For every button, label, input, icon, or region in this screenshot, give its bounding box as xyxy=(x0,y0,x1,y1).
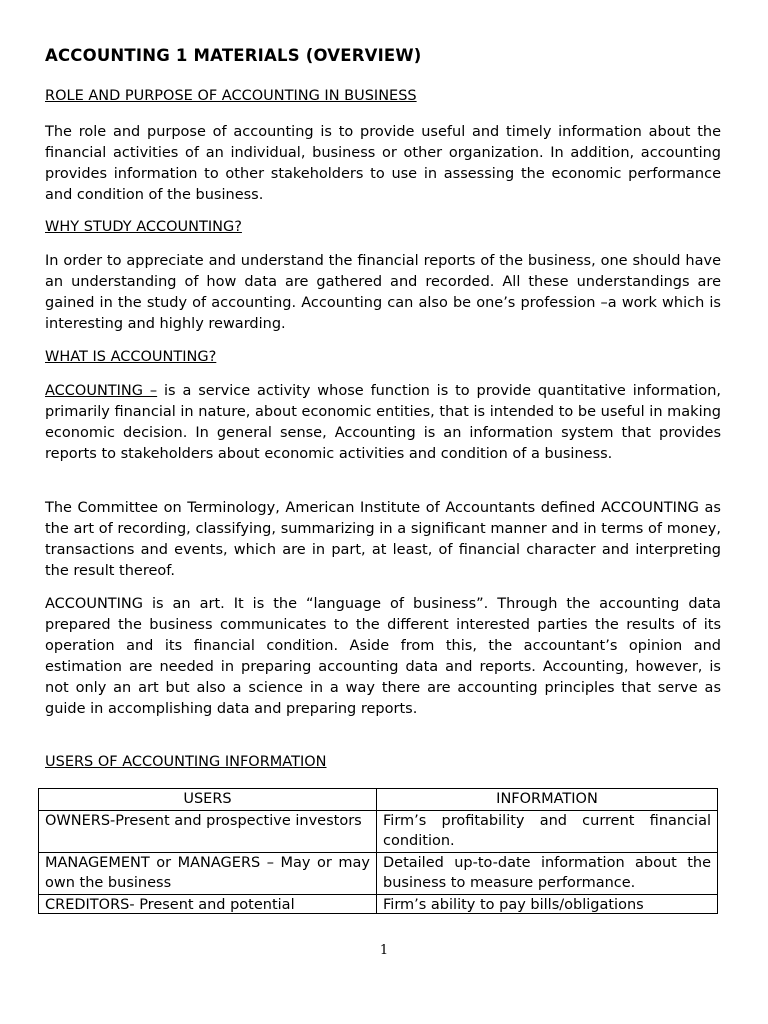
table-row xyxy=(39,894,718,913)
table-cell-information: Firm’s profitability and current financial condition. xyxy=(377,810,718,852)
table-cell-information-text: Firm’s ability to pay bills/obligations xyxy=(383,896,644,913)
table-header-users: USERS xyxy=(39,789,377,811)
paragraph-role: The role and purpose of accounting is to provide useful and timely information about the financial activities of an individual, business or other organization. In addition, accounting provides information to other stakeholders to use in assessing the economic performance and condition of the business. xyxy=(45,124,721,203)
accounting-term: ACCOUNTING – xyxy=(45,383,158,399)
section-heading-why: WHY STUDY ACCOUNTING? xyxy=(45,219,242,235)
table-cell-user: MANAGEMENT or MANAGERS – May or may own the business xyxy=(39,852,377,894)
table-row xyxy=(39,810,718,852)
definition-text: is a service activity whose function is to provide quantitative information, primarily financial in nature, about economic entities, that is intended to be useful in making economic decision. In general sense, Accounting is an information system that provides reports to stakeholders about economic activities and condition of a business. xyxy=(45,383,721,462)
paragraph-committee: The Committee on Terminology, American Institute of Accountants defined ACCOUNTING as the art of recording, classifying, summarizing in a significant manner and in terms of money, transactions and events, which are in part, at least, of financial character and interpreting the result thereof. xyxy=(45,500,721,579)
page-title: ACCOUNTING 1 MATERIALS (OVERVIEW) xyxy=(45,46,422,65)
paragraph-art: ACCOUNTING is an art. It is the “language of business”. Through the accounting data prepared the business communicates to the different interested parties the results of its operation and its financial condition. Aside from this, the accountant’s opinion and estimation are needed in preparing accounting data and reports. Accounting, however, is not only an art but also a science in a way there are accounting principles that serve as guide in accomplishing data and preparing reports. xyxy=(45,596,721,717)
page-number: 1 xyxy=(379,943,389,958)
table-cell-user-text: CREDITORS- Present and potential xyxy=(45,896,295,913)
users-table xyxy=(38,788,718,914)
table-cell-information xyxy=(377,894,718,913)
table-cell-user: OWNERS-Present and prospective investors xyxy=(39,810,377,852)
table-cell-user xyxy=(39,894,377,913)
paragraph-why: In order to appreciate and understand the financial reports of the business, one should have an understanding of how data are gathered and recorded. All these understandings are gained in the study of accounting. Accounting can also be one’s profession –a work which is interesting and highly rewarding. xyxy=(45,253,721,332)
table-row xyxy=(39,852,718,894)
table-header-row xyxy=(39,789,718,811)
section-heading-role: ROLE AND PURPOSE OF ACCOUNTING IN BUSINESS xyxy=(45,88,417,104)
table-header-information: INFORMATION xyxy=(377,789,718,811)
paragraph-what-definition xyxy=(45,381,721,465)
section-heading-what: WHAT IS ACCOUNTING? xyxy=(45,349,217,365)
table-cell-information: Detailed up-to-date information about the business to measure performance. xyxy=(377,852,718,894)
section-heading-users: USERS OF ACCOUNTING INFORMATION xyxy=(45,754,327,770)
